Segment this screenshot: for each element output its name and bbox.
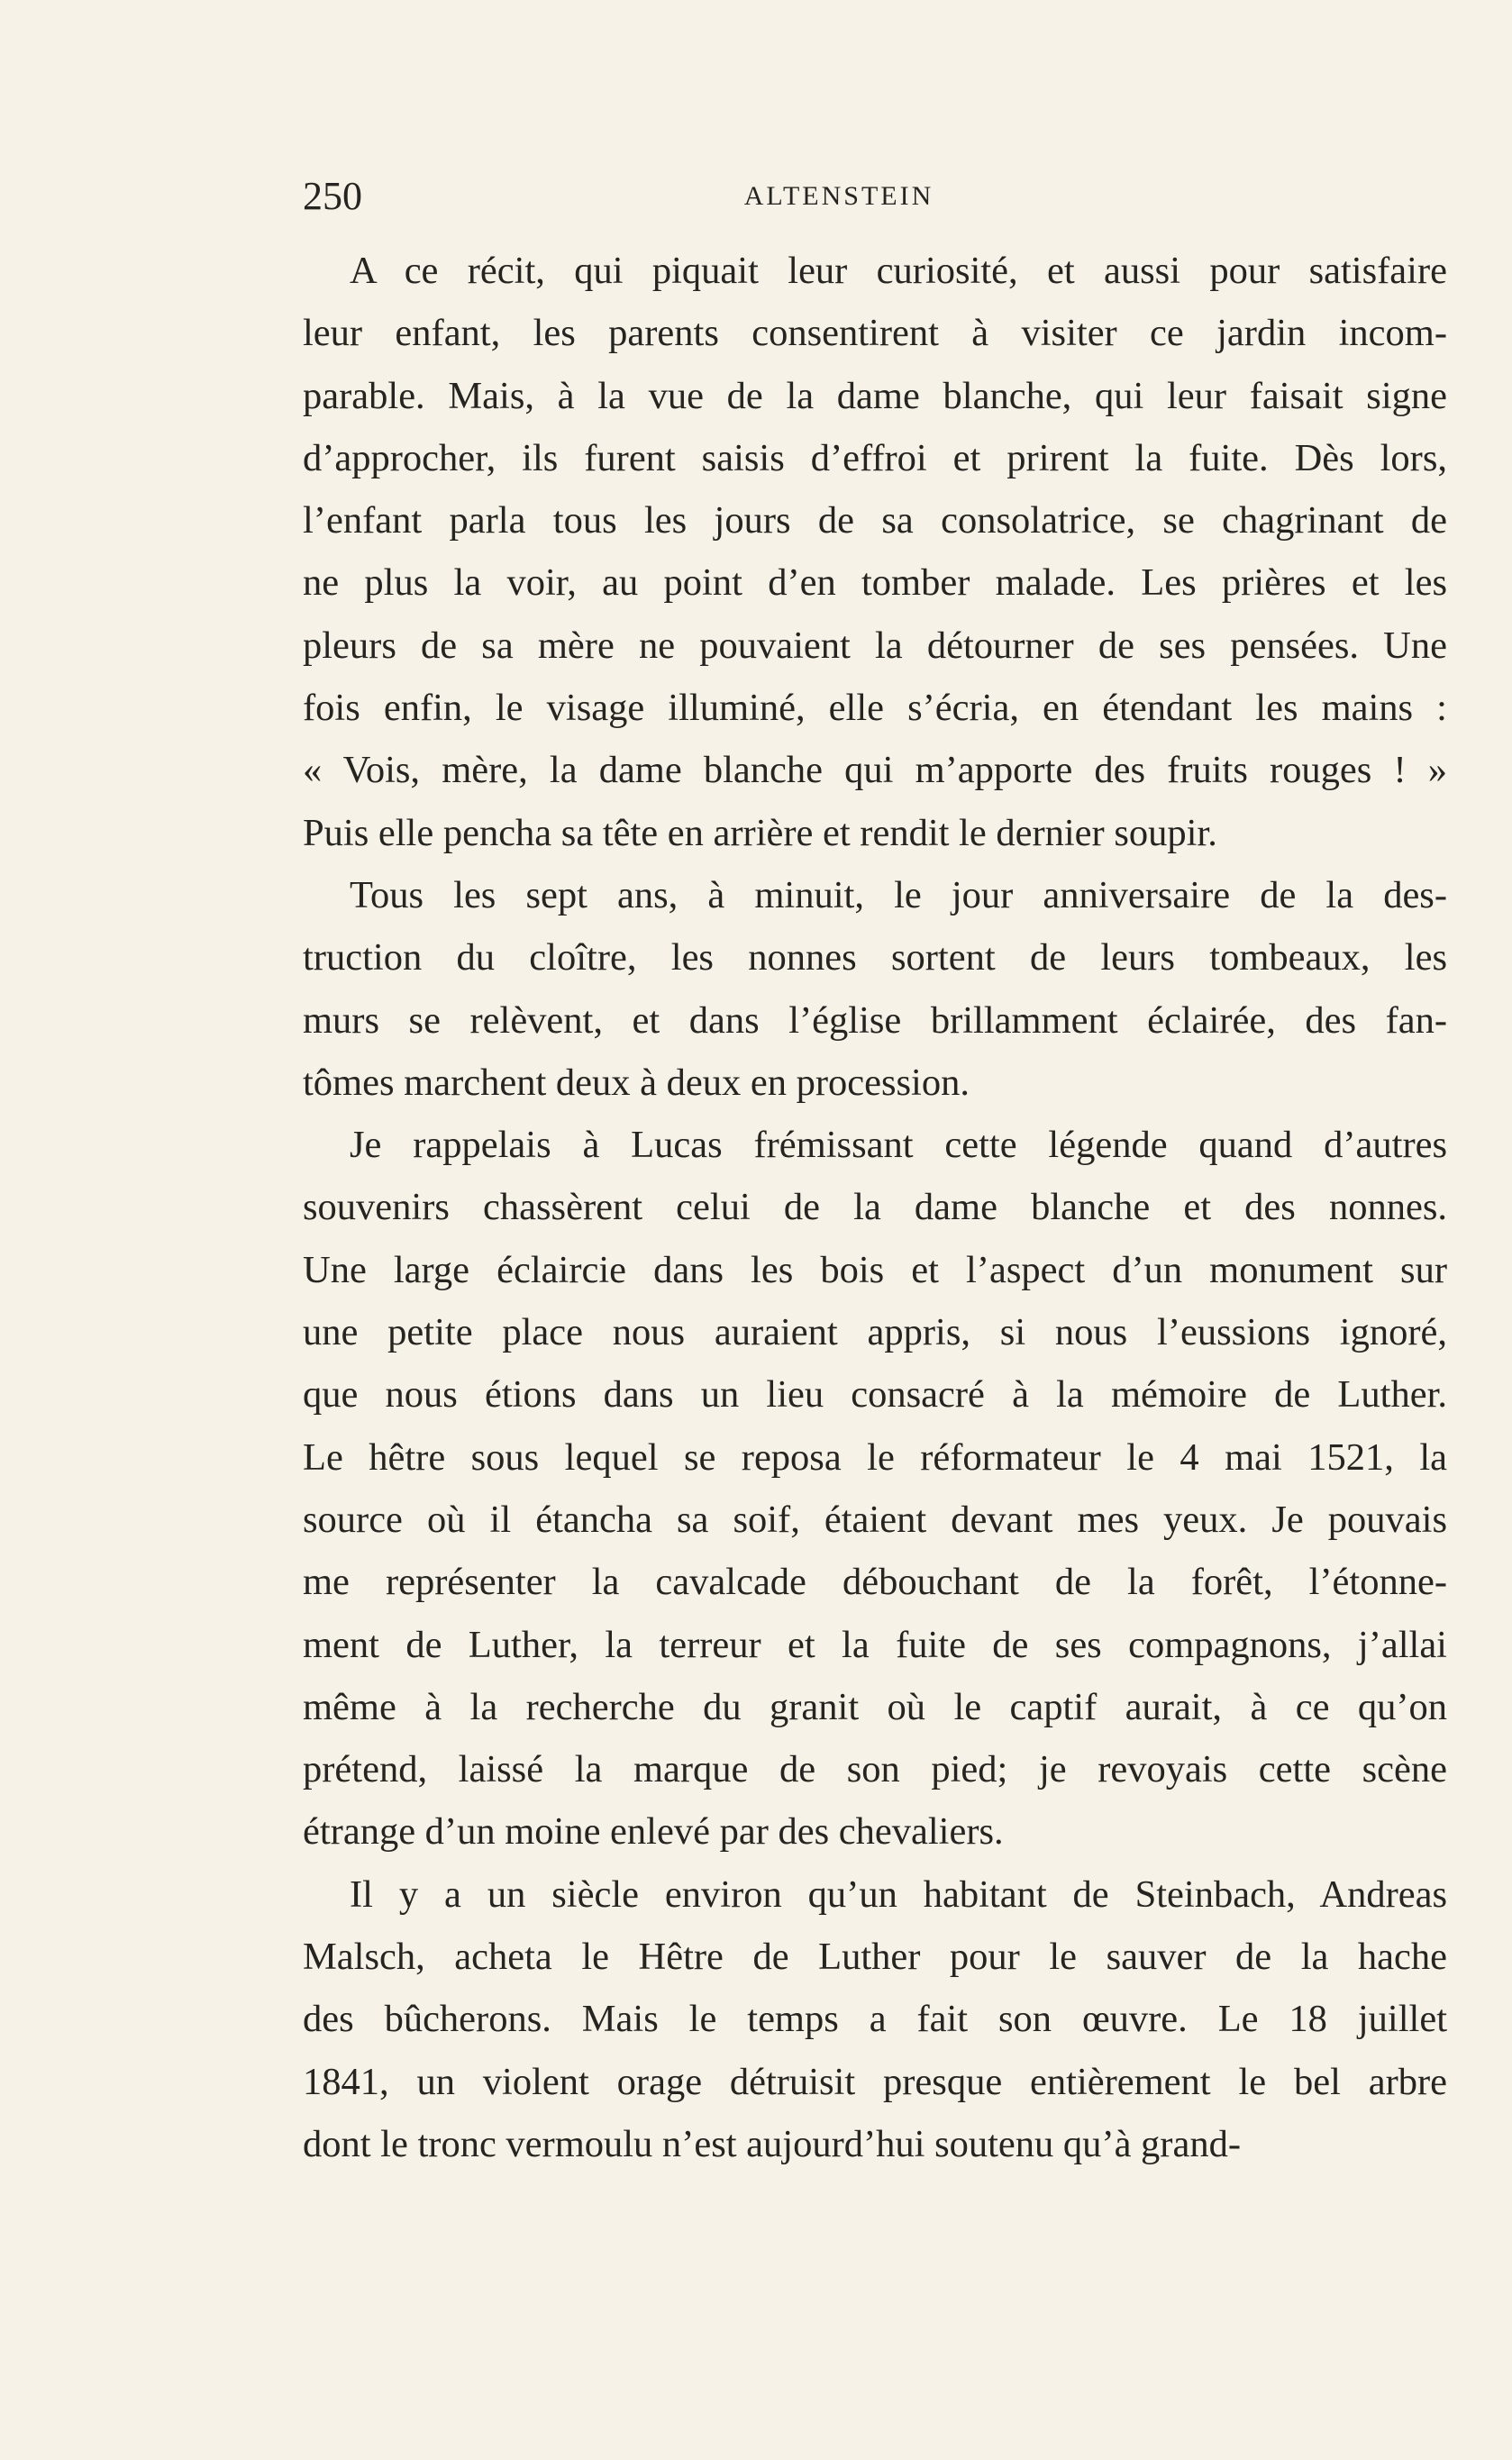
text-line: Il y a un siècle environ qu’un habitant de Steinbach, Andreas xyxy=(350,1872,1447,1916)
text-line: murs se relèvent, et dans l’église brillamment éclairée, des fan- xyxy=(303,998,1447,1042)
paragraph xyxy=(303,240,1447,864)
text-line: ment de Luther, la terreur et la fuite de ses compagnons, j’allai xyxy=(303,1623,1447,1666)
text-line: Je rappelais à Lucas frémissant cette légende quand d’autres xyxy=(350,1124,1447,1167)
text-line: A ce récit, qui piquait leur curiosité, et aussi pour satisfaire xyxy=(350,250,1447,292)
text-line: Tous les sept ans, à minuit, le jour anniversaire de la des- xyxy=(350,873,1447,916)
text-line: étrange d’un moine enlevé par des chevaliers. xyxy=(303,1810,1004,1854)
text-line: me représenter la cavalcade débouchant de la forêt, l’étonne- xyxy=(303,1561,1447,1604)
text-line: Puis elle pencha sa tête en arrière et rendit le dernier soupir. xyxy=(303,811,1217,854)
text-line: pleurs de sa mère ne pouvaient la détourner de ses pensées. Une xyxy=(303,624,1447,667)
text-line: parable. Mais, à la vue de la dame blanche, qui leur faisait signe xyxy=(303,374,1447,417)
text-line: Malsch, acheta le Hêtre de Luther pour le sauver de la hache xyxy=(303,1936,1447,1979)
paragraph xyxy=(303,1863,1447,2175)
text-line: même à la recherche du granit où le captif aurait, à ce qu’on xyxy=(303,1685,1447,1728)
text-line: fois enfin, le visage illuminé, elle s’écria, en étendant les mains : xyxy=(303,687,1447,730)
paragraph xyxy=(303,1114,1447,1863)
text-line: 1841, un violent orage détruisit presque entièrement le bel arbre xyxy=(303,2060,1447,2103)
text-line: que nous étions dans un lieu consacré à la mémoire de Luther. xyxy=(303,1373,1447,1417)
text-line: tômes marchent deux à deux en procession. xyxy=(303,1061,970,1104)
running-title: ALTENSTEIN xyxy=(743,181,934,211)
text-line: truction du cloître, les nonnes sortent de leurs tombeaux, les xyxy=(303,936,1447,979)
text-line: d’approcher, ils furent saisis d’effroi et prirent la fuite. Dès lors, xyxy=(303,436,1447,479)
running-head xyxy=(303,169,1447,223)
text-line: l’enfant parla tous les jours de sa consolatrice, se chagrinant de xyxy=(303,499,1447,542)
page-number: 250 xyxy=(303,174,362,218)
paragraph xyxy=(303,864,1447,1114)
text-line: ne plus la voir, au point d’en tomber malade. Les prières et les xyxy=(303,561,1447,605)
text-line: une petite place nous auraient appris, si nous l’eussions ignoré, xyxy=(303,1311,1447,1354)
body-text xyxy=(303,240,1447,2175)
text-line: dont le tronc vermoulu n’est aujourd’hui soutenu qu’à grand- xyxy=(303,2122,1241,2165)
text-line: leur enfant, les parents consentirent à visiter ce jardin incom- xyxy=(303,312,1447,355)
text-line: Le hêtre sous lequel se reposa le réformateur le 4 mai 1521, la xyxy=(303,1435,1447,1479)
text-line: prétend, laissé la marque de son pied; je revoyais cette scène xyxy=(303,1748,1447,1791)
text-line: Une large éclaircie dans les bois et l’aspect d’un monument sur xyxy=(303,1248,1447,1291)
text-line: « Vois, mère, la dame blanche qui m’apporte des fruits rouges ! » xyxy=(303,749,1447,792)
text-line: source où il étancha sa soif, étaient devant mes yeux. Je pouvais xyxy=(303,1498,1447,1541)
text-line: souvenirs chassèrent celui de la dame blanche et des nonnes. xyxy=(303,1186,1447,1229)
text-line: des bûcherons. Mais le temps a fait son œuvre. Le 18 juillet xyxy=(303,1998,1447,2041)
